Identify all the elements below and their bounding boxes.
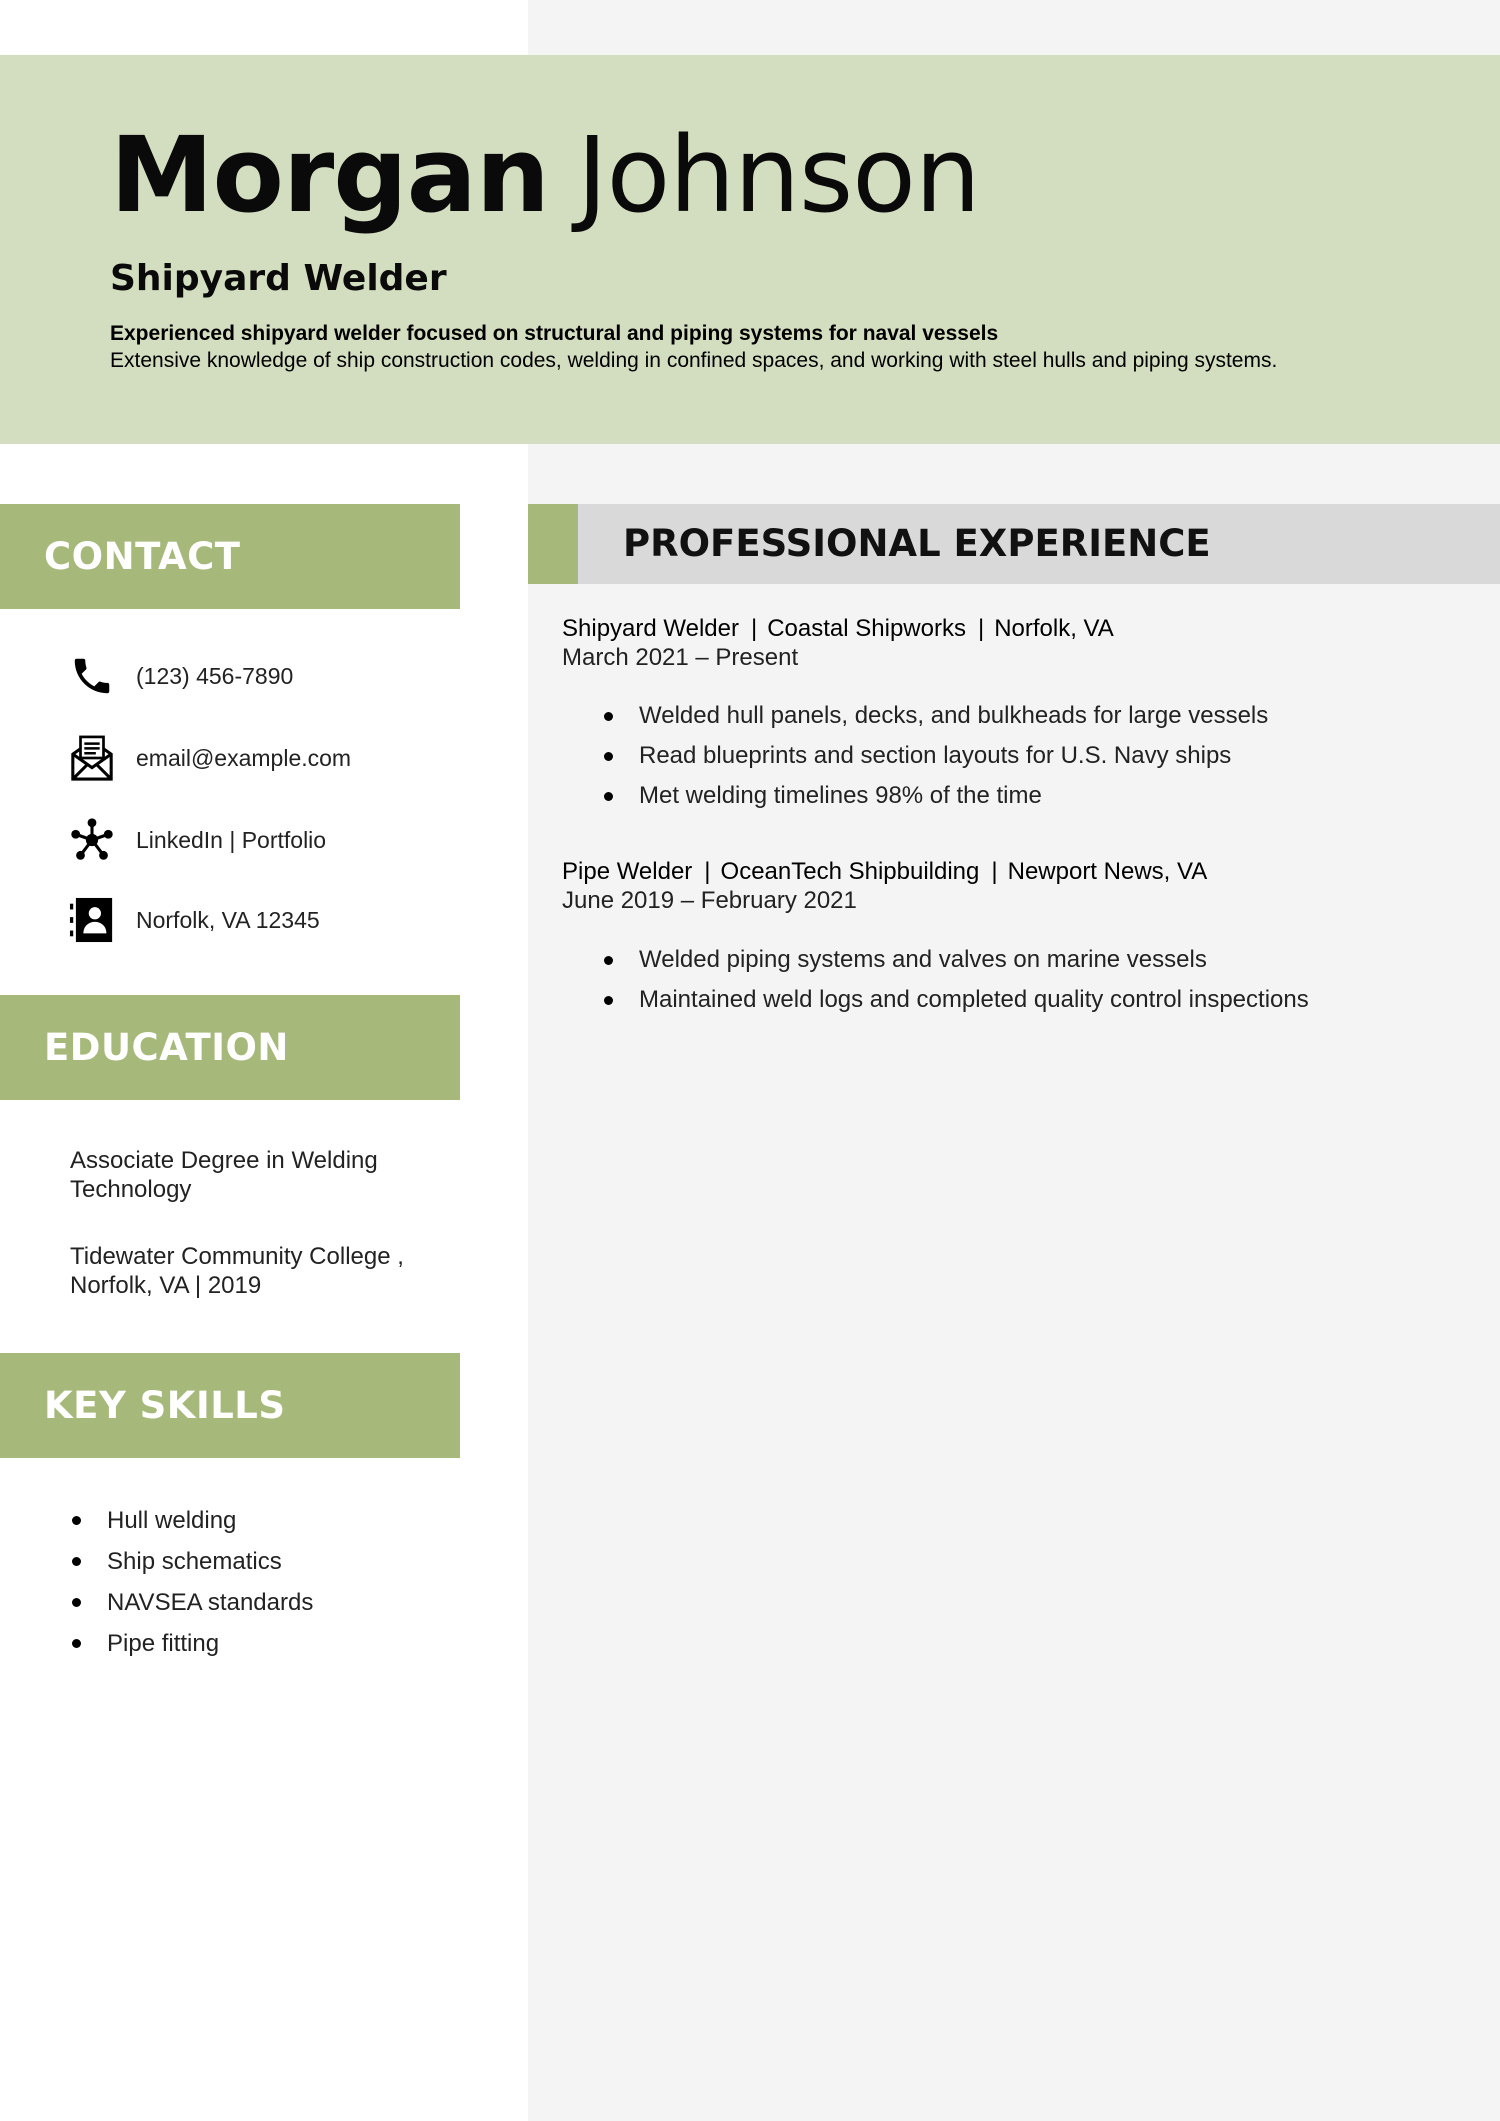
candidate-name	[110, 114, 980, 236]
skills-heading-label: KEY SKILLS	[44, 1384, 286, 1427]
job-1-company: Coastal Shipworks	[767, 615, 966, 642]
summary-headline: Experienced shipyard welder focused on structural and piping systems for naval vessels	[110, 322, 999, 345]
separator: |	[977, 615, 985, 642]
job-2-company: OceanTech Shipbuilding	[720, 858, 980, 885]
job-2-role: Pipe Welder	[562, 858, 693, 885]
experience-heading	[528, 504, 1500, 584]
job-bullet: Welded hull panels, decks, and bulkheads for large vessels	[602, 696, 1268, 736]
job-1-role: Shipyard Welder	[562, 615, 739, 642]
job-bullet: Read blueprints and section layouts for U.S. Navy ships	[602, 736, 1268, 776]
email-icon	[68, 734, 116, 782]
linkedin-portfolio-link: LinkedIn | Portfolio	[136, 826, 327, 853]
last-name: Johnson	[576, 114, 980, 236]
job-2-dates: June 2019 – February 2021	[562, 887, 857, 914]
job-1-header	[562, 615, 1114, 643]
skills-list	[70, 1500, 313, 1664]
contact-phone[interactable]	[68, 651, 293, 701]
skills-heading	[0, 1353, 460, 1458]
job-title: Shipyard Welder	[110, 258, 447, 299]
contact-heading	[0, 504, 460, 609]
phone-number: (123) 456-7890	[136, 662, 294, 689]
location-address: Norfolk, VA 12345	[136, 906, 320, 933]
skill-item: Ship schematics	[70, 1541, 313, 1582]
job-bullet: Welded piping systems and valves on marine vessels	[602, 940, 1309, 980]
separator: |	[704, 858, 711, 885]
contact-address[interactable]	[68, 895, 320, 945]
address-card-icon	[68, 896, 116, 944]
education-heading	[0, 995, 460, 1100]
network-icon	[68, 816, 116, 864]
job-2-bullets	[602, 940, 1309, 1020]
experience-heading-label: PROFESSIONAL EXPERIENCE	[623, 522, 1211, 565]
separator: |	[750, 615, 758, 642]
skill-item: Hull welding	[70, 1500, 313, 1541]
first-name: Morgan	[110, 114, 549, 236]
job-1-location: Norfolk, VA	[994, 615, 1114, 642]
job-bullet: Met welding timelines 98% of the time	[602, 776, 1268, 816]
experience-heading-accent	[528, 504, 578, 584]
contact-heading-label: CONTACT	[44, 535, 241, 578]
job-2-location: Newport News, VA	[1007, 858, 1208, 885]
education-heading-label: EDUCATION	[44, 1026, 289, 1069]
email-address: email@example.com	[136, 744, 352, 771]
separator: |	[991, 858, 998, 885]
job-1-bullets	[602, 696, 1268, 816]
job-bullet: Maintained weld logs and completed quality control inspections	[602, 980, 1309, 1020]
skill-item: NAVSEA standards	[70, 1582, 313, 1623]
contact-email[interactable]	[68, 733, 351, 783]
contact-links[interactable]	[68, 815, 326, 865]
education-degree: Associate Degree in Welding Technology	[70, 1147, 378, 1203]
phone-icon	[68, 652, 116, 700]
education-school: Tidewater Community College , Norfolk, VA | 2019	[70, 1243, 404, 1299]
summary-text: Extensive knowledge of ship construction codes, welding in confined spaces, and working with steel hulls and piping systems.	[110, 349, 1278, 372]
job-1-dates: March 2021 – Present	[562, 644, 799, 671]
job-2-header	[562, 858, 1207, 886]
skill-item: Pipe fitting	[70, 1623, 313, 1664]
